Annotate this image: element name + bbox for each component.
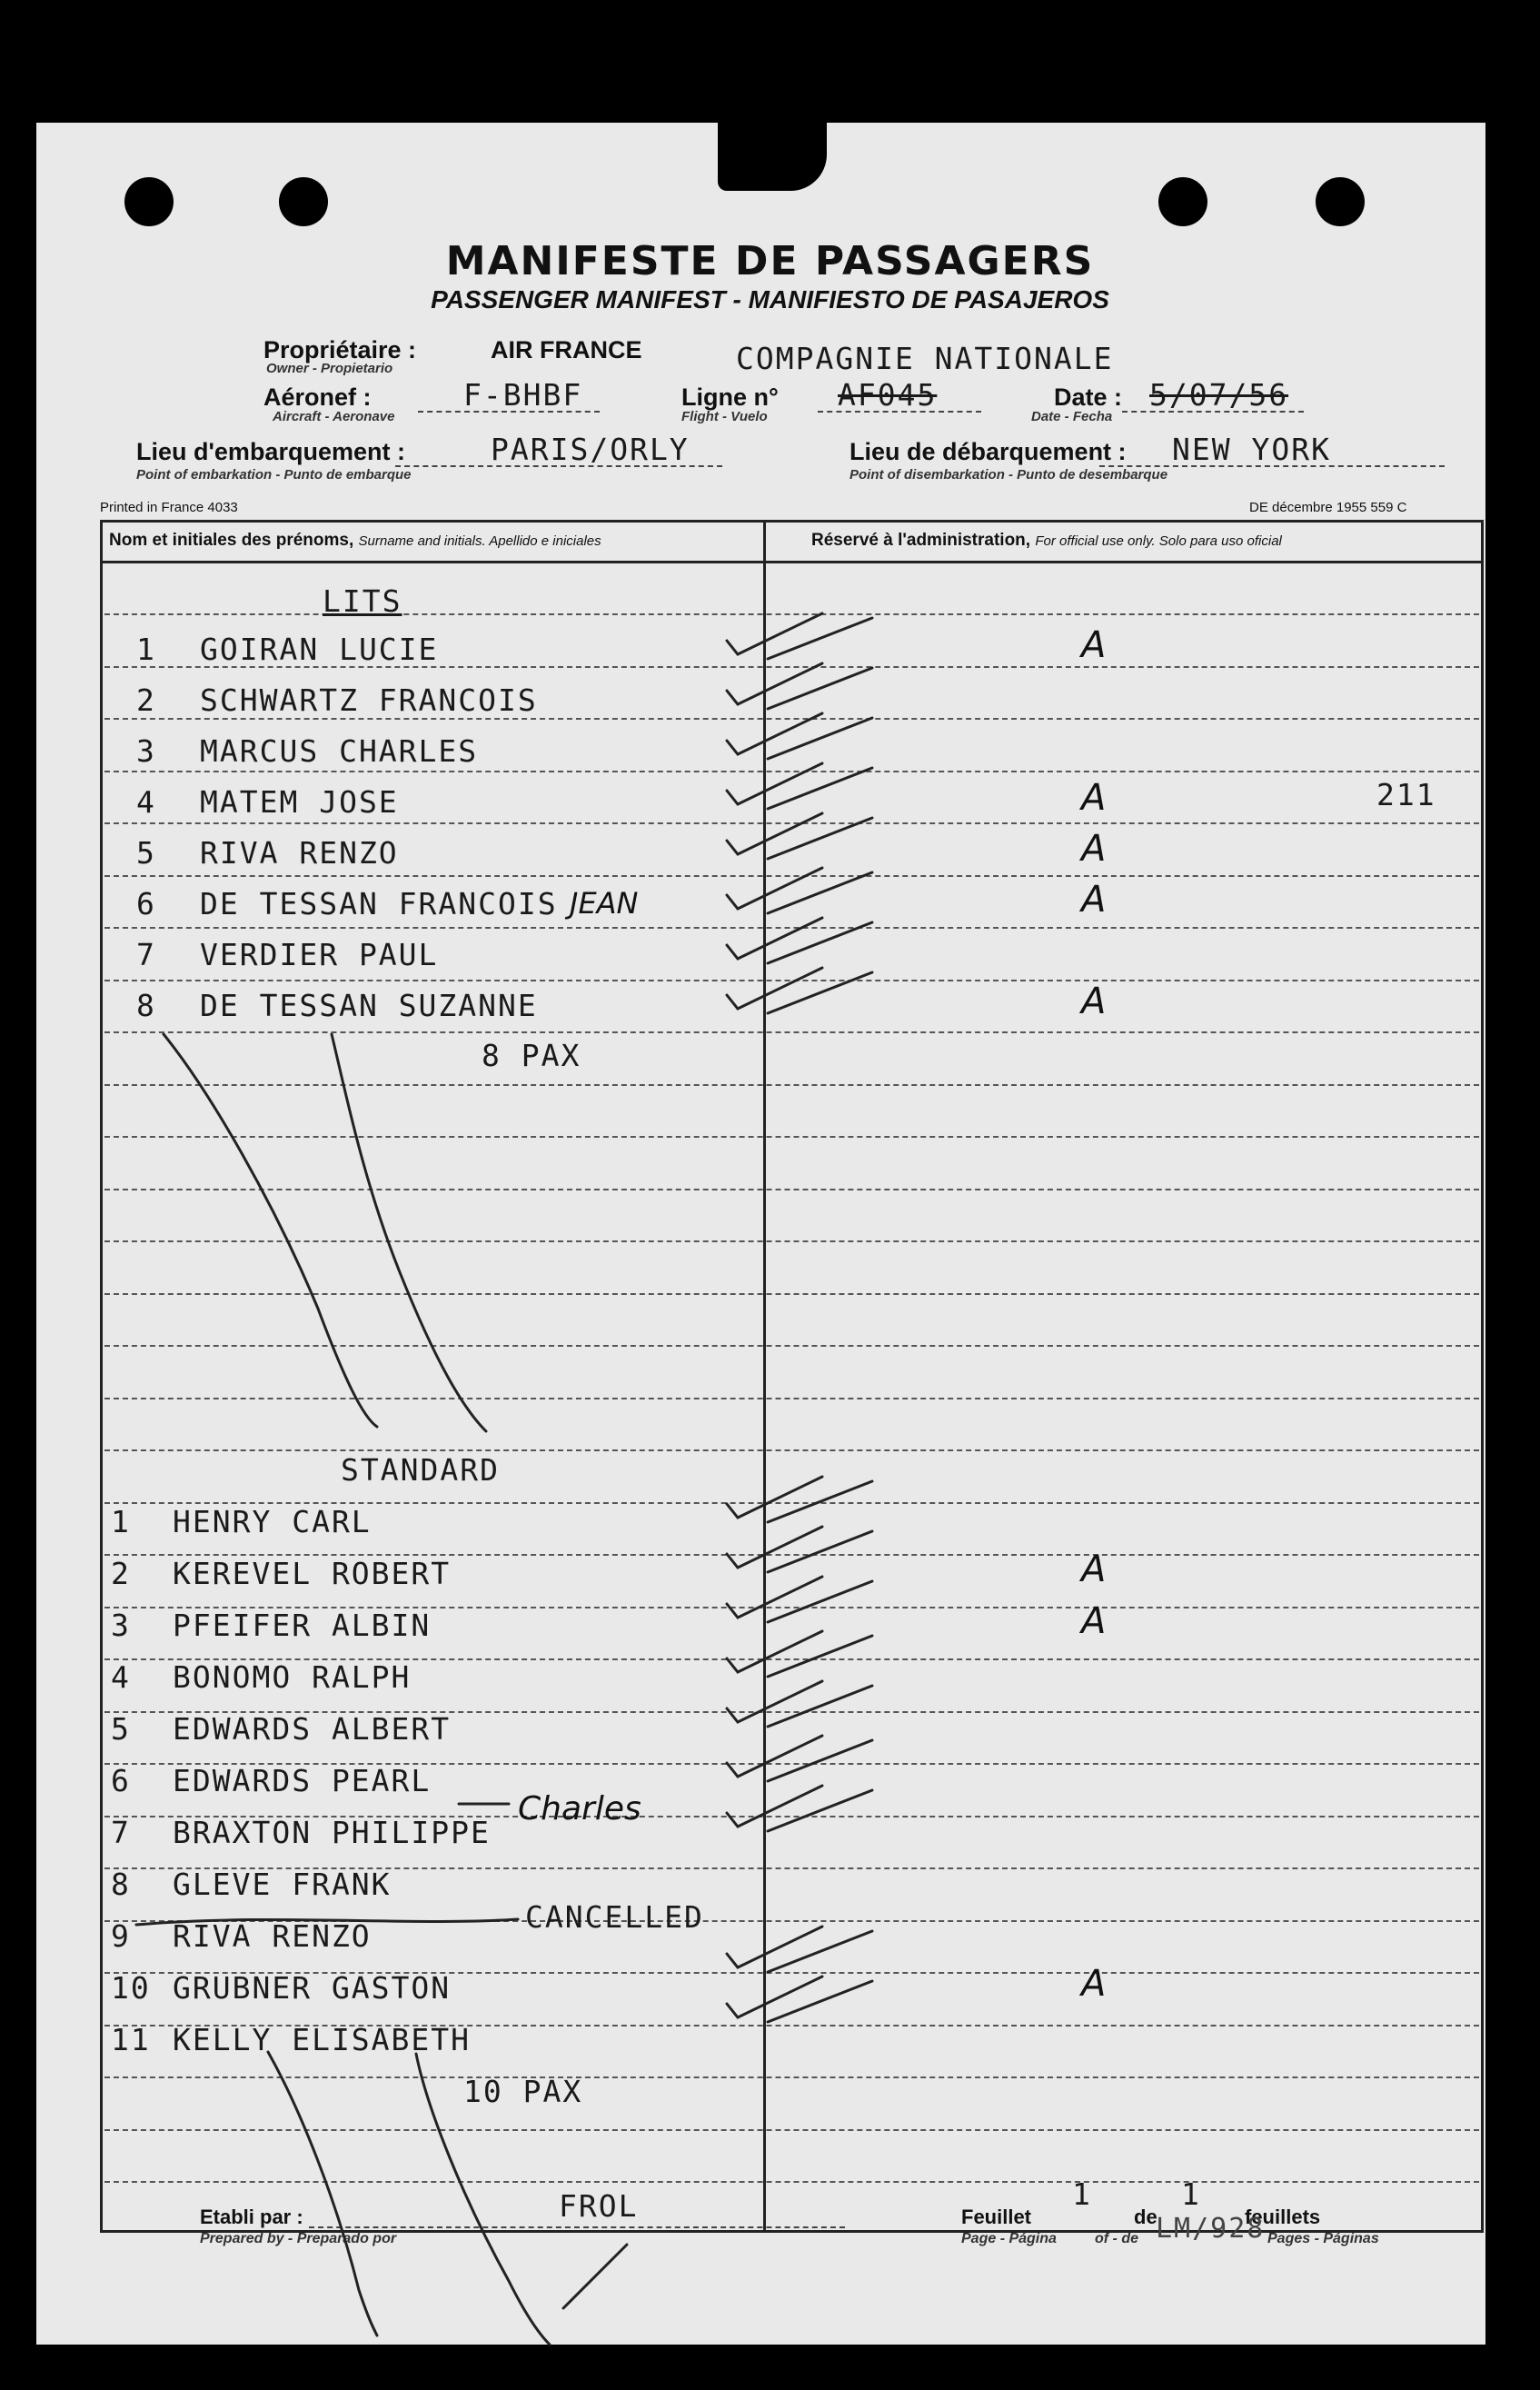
disembark-sub: Point of disembarkation - Punto de desembarque <box>849 467 1168 483</box>
flight-sub: Flight - Vuelo <box>681 409 768 424</box>
annotation-jean: JEAN <box>570 886 639 921</box>
slash-stroke <box>563 2245 627 2308</box>
lits-passenger-number: 3 <box>136 733 156 769</box>
check-mark <box>727 1786 872 1831</box>
lits-passenger-number: 8 <box>136 988 156 1023</box>
standard-passenger-number: 10 <box>111 1970 151 2006</box>
standard-passenger-number: 8 <box>111 1867 131 1902</box>
lits-passenger-number: 1 <box>136 632 156 667</box>
date-value: 5/07/56 <box>1149 377 1289 413</box>
standard-passenger-number: 4 <box>111 1659 131 1695</box>
embark-label: Lieu d'embarquement : <box>136 438 405 465</box>
lits-passenger-number: 2 <box>136 682 156 718</box>
aircraft-value: F-BHBF <box>463 377 583 413</box>
check-mark <box>727 1577 872 1622</box>
check-mark <box>727 868 872 913</box>
lits-passenger-admin-mark: A <box>1081 777 1107 819</box>
prepared-sub: Prepared by - Preparado por <box>200 2231 397 2246</box>
lits-passenger-admin-mark: A <box>1081 879 1107 921</box>
col2-header: Réservé à l'administration, For official use only. Solo para uso oficial <box>811 531 1282 550</box>
check-mark <box>727 1631 872 1677</box>
standard-passenger-number: 7 <box>111 1815 131 1850</box>
standard-passenger-number: 2 <box>111 1556 131 1591</box>
company-name: COMPAGNIE NATIONALE <box>736 341 1114 376</box>
prepared-label: Etabli par : <box>200 2206 303 2228</box>
lits-passenger-name: SCHWARTZ FRANCOIS <box>200 682 538 718</box>
check-mark <box>727 1681 872 1727</box>
of-label: de <box>1134 2206 1157 2228</box>
check-mark <box>727 1527 872 1572</box>
check-mark <box>727 663 872 709</box>
standard-passenger-number: 11 <box>111 2022 151 2057</box>
standard-passenger-name: KELLY ELISABETH <box>173 2022 472 2057</box>
lits-passenger-number: 6 <box>136 886 156 921</box>
disembark-label: Lieu de débarquement : <box>849 438 1127 465</box>
lits-passenger-number: 4 <box>136 784 156 820</box>
of-value: 1 <box>1181 2176 1201 2212</box>
standard-passenger-name: EDWARDS ALBERT <box>173 1711 452 1747</box>
lits-passenger-name: DE TESSAN FRANCOIS <box>200 886 558 921</box>
standard-passenger-name: PFEIFER ALBIN <box>173 1608 432 1643</box>
standard-passenger-name: KEREVEL ROBERT <box>173 1556 452 1591</box>
standard-passenger-number: 1 <box>111 1504 131 1539</box>
check-mark <box>727 1477 872 1522</box>
lits-heading: LITS <box>323 583 402 619</box>
extra-number: 211 <box>1376 777 1436 812</box>
standard-passenger-name: BONOMO RALPH <box>173 1659 412 1695</box>
check-mark <box>727 713 872 759</box>
check-mark <box>727 918 872 963</box>
standard-passenger-admin-mark: A <box>1081 1549 1107 1590</box>
cancelled-note: CANCELLED <box>525 1899 704 1935</box>
lits-passenger-name: MATEM JOSE <box>200 784 399 820</box>
check-mark <box>727 1977 872 2022</box>
manifest-subtitle: PASSENGER MANIFEST - MANIFIESTO DE PASAJEROS <box>431 285 1109 314</box>
standard-passenger-name: RIVA RENZO <box>173 1918 372 1954</box>
page-value: 1 <box>1072 2176 1092 2212</box>
standard-passenger-name: BRAXTON PHILIPPE <box>173 1815 491 1850</box>
pages-label: feuillets <box>1245 2206 1321 2228</box>
lits-passenger-admin-mark: A <box>1081 624 1107 666</box>
standard-passenger-number: 5 <box>111 1711 131 1747</box>
aircraft-label: Aéronef : <box>263 383 372 411</box>
standard-passenger-name: GLEVE FRANK <box>173 1867 392 1902</box>
standard-passenger-admin-mark: A <box>1081 1963 1107 2005</box>
lits-passenger-number: 5 <box>136 835 156 871</box>
owner-label: Propriétaire : <box>263 336 417 363</box>
embark-value: PARIS/ORLY <box>491 432 690 467</box>
bracket-stroke <box>332 1034 486 1431</box>
lits-passenger-number: 7 <box>136 937 156 972</box>
strike-stroke <box>136 1919 518 1925</box>
page-label: Feuillet <box>961 2206 1032 2228</box>
archive-stamp: LM/928 <box>1156 2213 1266 2245</box>
lits-total: 8 PAX <box>482 1038 581 1073</box>
owner-value: AIR FRANCE <box>491 336 642 363</box>
check-mark <box>727 613 872 659</box>
lits-passenger-name: GOIRAN LUCIE <box>200 632 439 667</box>
check-mark <box>727 1736 872 1781</box>
standard-passenger-admin-mark: A <box>1081 1600 1107 1642</box>
col1-header: Nom et initiales des prénoms, Surname and initials. Apellido e iniciales <box>109 531 601 550</box>
manifest-title: MANIFESTE DE PASSAGERS <box>445 238 1095 284</box>
flight-value: AF045 <box>838 377 938 413</box>
lits-passenger-name: VERDIER PAUL <box>200 937 439 972</box>
bracket-stroke <box>416 2054 550 2345</box>
pages-sub: Pages - Páginas <box>1267 2231 1379 2246</box>
owner-sub: Owner - Propietario <box>266 361 393 376</box>
standard-passenger-name: HENRY CARL <box>173 1504 372 1539</box>
page-sub: Page - Página <box>961 2231 1057 2246</box>
standard-passenger-name: GRUBNER GASTON <box>173 1970 452 2006</box>
lits-passenger-admin-mark: A <box>1081 981 1107 1022</box>
date-sub: Date - Fecha <box>1031 409 1113 424</box>
standard-passenger-number: 3 <box>111 1608 131 1643</box>
disembark-value: NEW YORK <box>1172 432 1331 467</box>
printed-note: Printed in France 4033 <box>100 500 238 515</box>
prepared-value: FROL <box>559 2188 639 2224</box>
check-mark <box>727 968 872 1013</box>
check-mark <box>727 813 872 859</box>
check-mark <box>727 763 872 809</box>
standard-total: 10 PAX <box>463 2074 583 2109</box>
lits-passenger-name: RIVA RENZO <box>200 835 399 871</box>
of-sub: of - de <box>1095 2231 1138 2246</box>
standard-passenger-number: 6 <box>111 1763 131 1798</box>
lits-passenger-admin-mark: A <box>1081 828 1107 870</box>
annotation-charles: Charles <box>518 1790 641 1827</box>
flight-label: Ligne n° <box>681 383 779 411</box>
aircraft-sub: Aircraft - Aeronave <box>273 409 395 424</box>
standard-passenger-name: EDWARDS PEARL <box>173 1763 432 1798</box>
check-mark <box>727 1927 872 1972</box>
date-label: Date : <box>1054 383 1123 411</box>
lits-passenger-name: DE TESSAN SUZANNE <box>200 988 538 1023</box>
standard-passenger-number: 9 <box>111 1918 131 1954</box>
bracket-stroke <box>268 2052 377 2335</box>
form-code: DE décembre 1955 559 C <box>1249 500 1407 515</box>
embark-sub: Point of embarkation - Punto de embarque <box>136 467 412 483</box>
standard-heading: STANDARD <box>341 1452 500 1488</box>
lits-passenger-name: MARCUS CHARLES <box>200 733 479 769</box>
